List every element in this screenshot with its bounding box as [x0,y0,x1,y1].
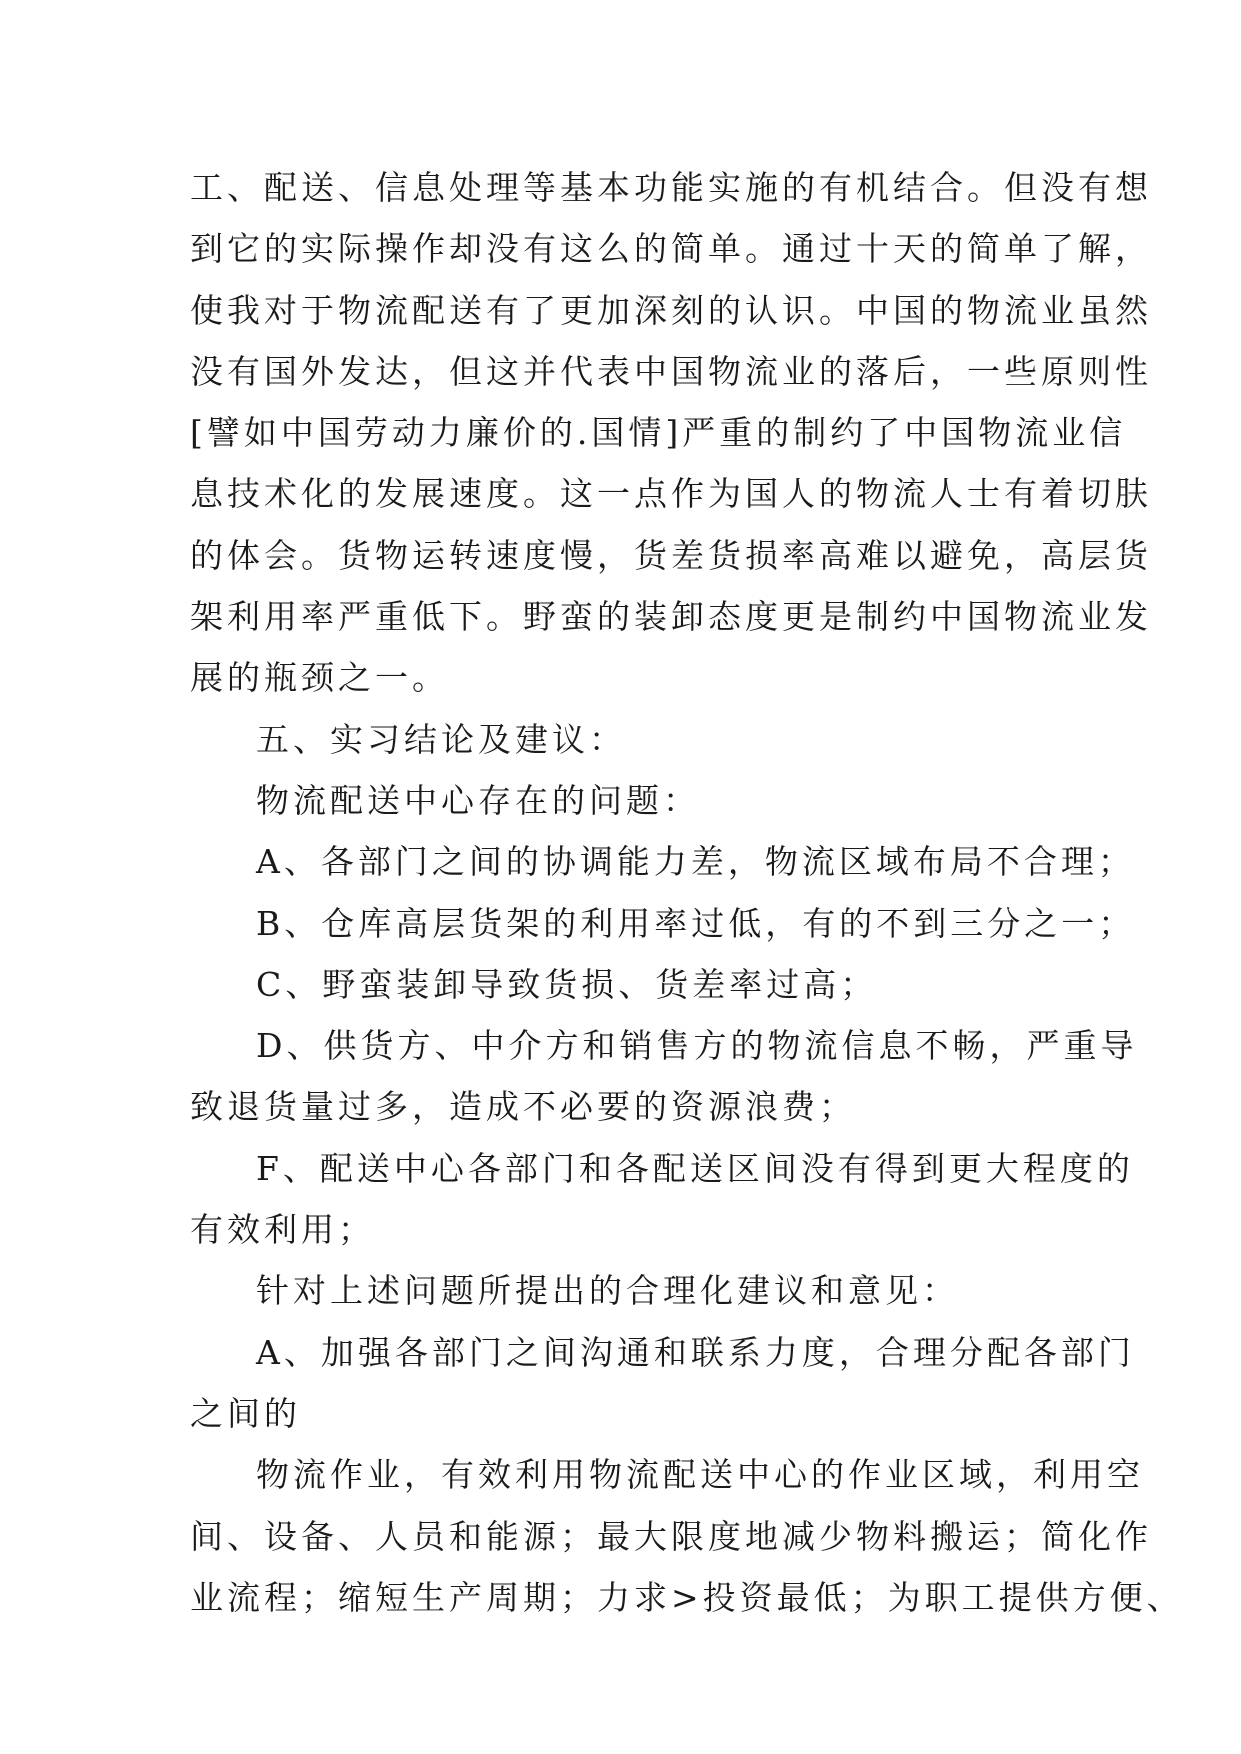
list-item: F、配送中心各部门和各配送区间没有得到更大程度的 [256,1148,1134,1188]
text-line: 到它的实际操作却没有这么的简单。通过十天的简单了解， [190,229,1152,269]
text-line: 息技术化的发展速度。这一点作为国人的物流人士有着切肤 [190,474,1152,514]
text-line: 之间的 [190,1393,301,1433]
list-item: A、各部门之间的协调能力差，物流区域布局不合理； [256,842,1135,882]
list-item: C、野蛮装卸导致货损、货差率过高； [256,964,878,1004]
list-item: A、加强各部门之间沟通和联系力度，合理分配各部门 [256,1332,1135,1372]
text-line: 工、配送、信息处理等基本功能实施的有机结合。但没有想 [190,168,1152,207]
text-line: [譬如中国劳动力廉价的.国情]严重的制约了中国物流业信 [190,413,1127,453]
text-line: 间、设备、人员和能源；最大限度地减少物料搬运；简化作 [190,1516,1152,1556]
text-line: 物流作业，有效利用物流配送中心的作业区域，利用空 [256,1455,1144,1495]
text-line: 使我对于物流配送有了更加深刻的认识。中国的物流业虽然 [190,290,1152,330]
section-heading: 五、实习结论及建议： [256,719,626,759]
text-line: 的体会。货物运转速度慢，货差货损率高难以避免，高层货 [190,535,1152,575]
text-line: 展的瓶颈之一。 [190,658,449,698]
text-line: 有效利用； [190,1210,375,1250]
body-text [190,157,1184,1628]
text-line: 业流程；缩短生产周期；力求>投资最低；为职工提供方便、 [190,1577,1184,1617]
list-item: D、供货方、中介方和销售方的物流信息不畅，严重导 [256,1026,1138,1066]
text-line: 架利用率严重低下。野蛮的装卸态度更是制约中国物流业发 [190,597,1152,637]
list-item: B、仓库高层货架的利用率过低，有的不到三分之一； [256,903,1136,943]
subsection-heading: 物流配送中心存在的问题： [256,780,700,820]
text-line: 没有国外发达，但这并代表中国物流业的落后，一些原则性 [190,351,1152,391]
subsection-heading: 针对上述问题所提出的合理化建议和意见： [256,1271,959,1311]
text-line: 致退货量过多，造成不必要的资源浪费； [190,1087,856,1127]
